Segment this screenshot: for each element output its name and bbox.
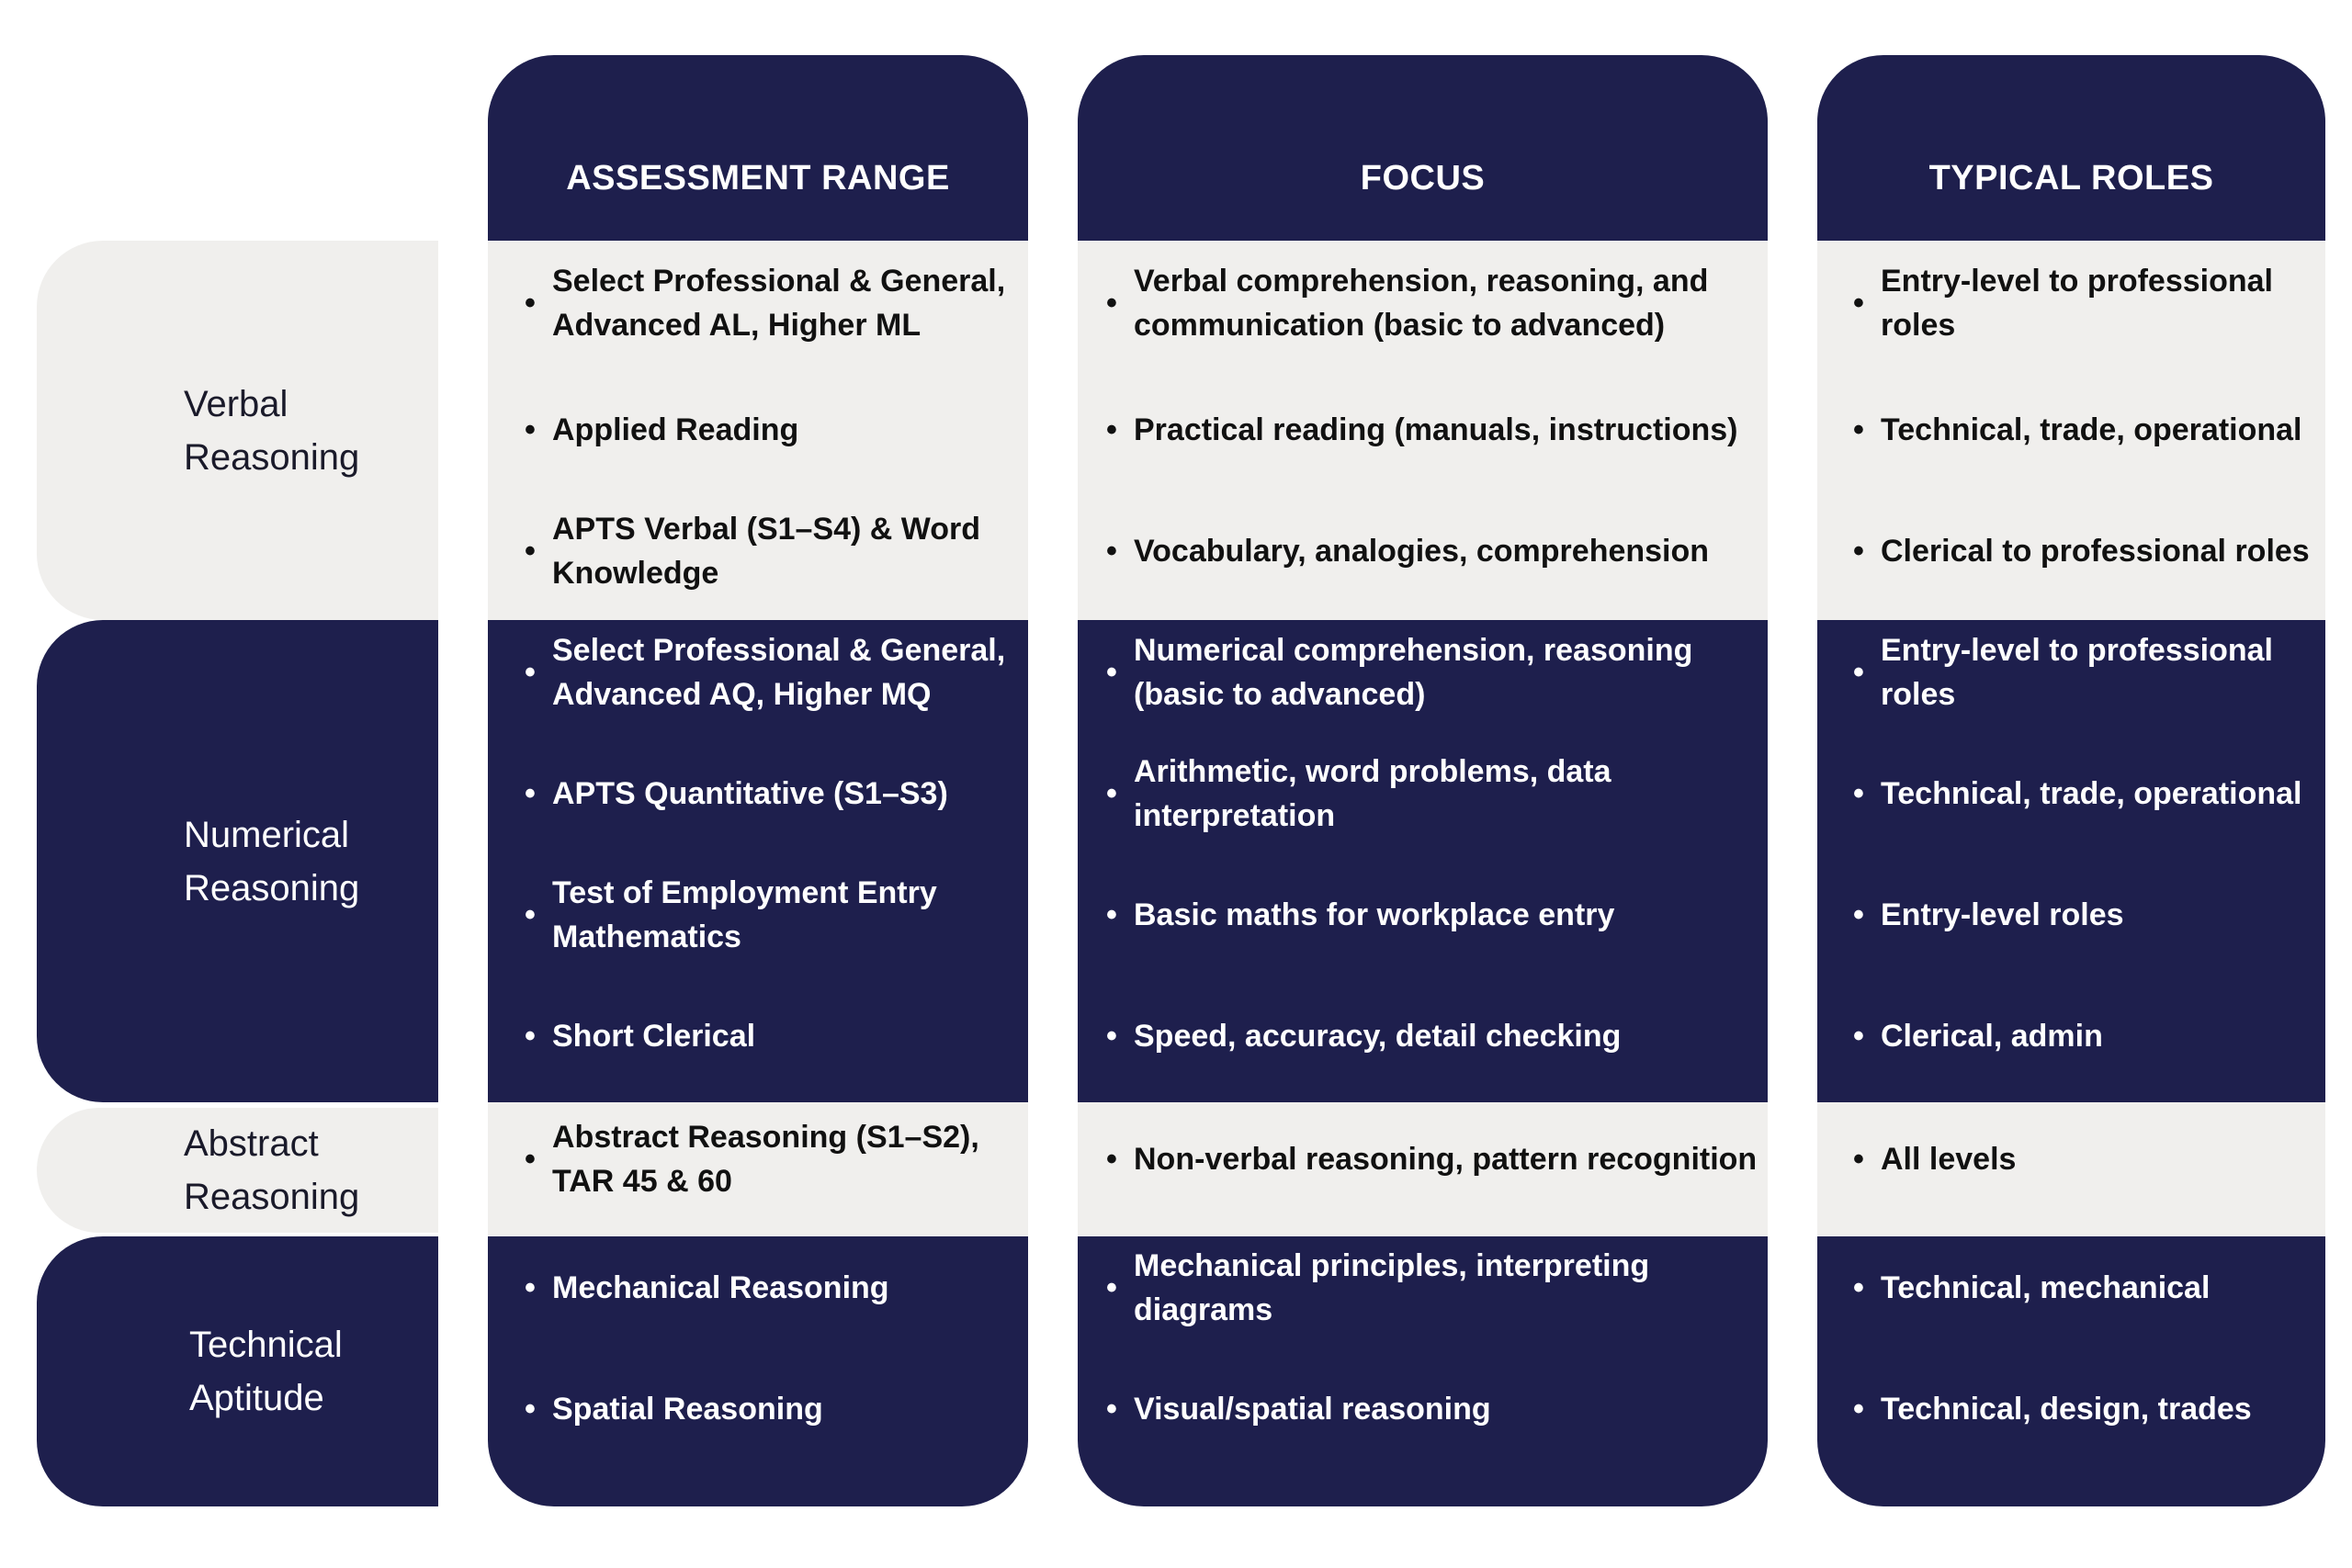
assessment-cell	[519, 408, 1015, 452]
focus-cell	[1101, 1014, 1762, 1058]
focus-cell	[1101, 408, 1762, 452]
header-focus: FOCUS	[1078, 55, 1768, 241]
roles-text: Clerical to professional roles	[1881, 534, 2310, 569]
focus-cell	[1101, 871, 1762, 959]
focus-cell	[1101, 259, 1762, 347]
bullet-icon: •	[1853, 286, 1864, 321]
bullet-icon: •	[1106, 897, 1117, 932]
focus-text: Practical reading (manuals, instructions)	[1134, 412, 1738, 447]
assessment-cell	[519, 1266, 1015, 1310]
bullet-icon: •	[525, 1392, 536, 1427]
focus-text: Basic maths for workplace entry	[1134, 897, 1615, 932]
focus-cell	[1101, 1244, 1762, 1332]
assessment-cell	[519, 1387, 1015, 1431]
bullet-icon: •	[1853, 897, 1864, 932]
roles-cell	[1848, 259, 2321, 347]
bullet-icon: •	[1853, 655, 1864, 690]
focus-text: Vocabulary, analogies, comprehension	[1134, 534, 1710, 569]
bullet-icon: •	[525, 1019, 536, 1054]
roles-text: Technical, mechanical	[1881, 1270, 2211, 1305]
bullet-icon: •	[525, 534, 536, 569]
bullet-icon: •	[1853, 1142, 1864, 1177]
category-numerical-reasoning	[37, 620, 438, 1102]
assessment-cell	[519, 259, 1015, 347]
focus-text: Verbal comprehension, reasoning, and communication (basic to advanced)	[1134, 264, 1709, 343]
roles-cell	[1848, 1014, 2321, 1058]
roles-text: Technical, trade, operational	[1881, 412, 2302, 447]
category-technical-aptitude	[37, 1236, 438, 1506]
category-label: Technical	[189, 1325, 343, 1365]
roles-cell	[1848, 628, 2321, 716]
bullet-icon: •	[1853, 776, 1864, 811]
roles-text: Technical, design, trades	[1881, 1392, 2252, 1427]
category-label: Reasoning	[184, 867, 360, 908]
roles-text: Entry-level roles	[1881, 897, 2124, 932]
assessment-text: Spatial Reasoning	[552, 1392, 823, 1427]
focus-cell	[1101, 1387, 1762, 1431]
bullet-icon: •	[525, 655, 536, 690]
focus-text: Visual/spatial reasoning	[1134, 1392, 1491, 1427]
roles-text: All levels	[1881, 1142, 2017, 1177]
roles-cell	[1848, 750, 2321, 838]
focus-text: Numerical comprehension, reasoning (basic to advanced)	[1134, 633, 1693, 712]
assessment-text: Select Professional & General, Advanced AQ, Higher MQ	[552, 633, 1006, 712]
category-label: Aptitude	[189, 1378, 324, 1418]
focus-text: Arithmetic, word problems, data interpretation	[1134, 754, 1611, 833]
roles-text: Entry-level to professional roles	[1881, 264, 2273, 343]
bullet-icon: •	[1106, 1392, 1117, 1427]
focus-cell	[1101, 750, 1762, 838]
roles-text: Entry-level to professional roles	[1881, 633, 2273, 712]
bullet-icon: •	[1106, 534, 1117, 569]
bullet-icon: •	[1106, 1142, 1117, 1177]
bullet-icon: •	[1106, 655, 1117, 690]
bullet-icon: •	[1853, 1019, 1864, 1054]
roles-cell	[1848, 1137, 2321, 1181]
bullet-icon: •	[1106, 1270, 1117, 1305]
category-label: Reasoning	[184, 1177, 360, 1217]
assessment-cell	[519, 507, 1015, 595]
roles-cell	[1848, 871, 2321, 959]
category-label: Numerical	[184, 814, 350, 855]
bullet-icon: •	[525, 412, 536, 447]
focus-text: Speed, accuracy, detail checking	[1134, 1019, 1622, 1054]
category-abstract-reasoning	[37, 1108, 438, 1233]
bullet-icon: •	[1853, 412, 1864, 447]
assessment-text: Applied Reading	[552, 412, 799, 447]
roles-text: Clerical, admin	[1881, 1019, 2103, 1054]
category-verbal-reasoning	[37, 241, 438, 620]
header-assessment-range: ASSESSMENT RANGE	[488, 55, 1028, 241]
roles-text: Technical, trade, operational	[1881, 776, 2302, 811]
assessment-cell	[519, 871, 1015, 959]
assessment-text: Short Clerical	[552, 1019, 756, 1054]
bullet-icon: •	[1853, 1392, 1864, 1427]
bullet-icon: •	[525, 1270, 536, 1305]
roles-cell	[1848, 507, 2321, 595]
assessment-text: Test of Employment Entry Mathematics	[552, 875, 937, 954]
roles-cell	[1848, 1266, 2321, 1310]
roles-cell	[1848, 1387, 2321, 1431]
assessment-cell	[519, 1115, 1015, 1203]
bullet-icon: •	[1106, 412, 1117, 447]
focus-cell	[1101, 1137, 1764, 1181]
header-typical-roles: TYPICAL ROLES	[1817, 55, 2325, 241]
focus-cell	[1101, 507, 1762, 595]
bullet-icon: •	[525, 776, 536, 811]
assessment-text: Mechanical Reasoning	[552, 1270, 889, 1305]
bullet-icon: •	[1853, 1270, 1864, 1305]
bullet-icon: •	[1853, 534, 1864, 569]
bullet-icon: •	[525, 286, 536, 321]
focus-cell	[1101, 628, 1762, 716]
assessment-text: APTS Verbal (S1–S4) & Word Knowledge	[552, 512, 981, 591]
category-label: Verbal	[184, 383, 288, 424]
roles-cell	[1848, 408, 2321, 452]
assessment-text: Abstract Reasoning (S1–S2), TAR 45 & 60	[552, 1120, 979, 1199]
assessment-cell	[519, 750, 1015, 838]
focus-text: Non-verbal reasoning, pattern recognition	[1134, 1142, 1758, 1177]
category-label: Abstract	[184, 1123, 319, 1164]
bullet-icon: •	[525, 897, 536, 932]
bullet-icon: •	[1106, 286, 1117, 321]
category-label: Reasoning	[184, 436, 360, 478]
assessment-cell	[519, 628, 1015, 716]
assessment-text: APTS Quantitative (S1–S3)	[552, 776, 948, 811]
assessment-text: Select Professional & General, Advanced AL, Higher ML	[552, 264, 1006, 343]
bullet-icon: •	[1106, 1019, 1117, 1054]
bullet-icon: •	[525, 1142, 536, 1177]
focus-text: Mechanical principles, interpreting diagrams	[1134, 1248, 1650, 1327]
bullet-icon: •	[1106, 776, 1117, 811]
assessment-cell	[519, 1014, 1015, 1058]
